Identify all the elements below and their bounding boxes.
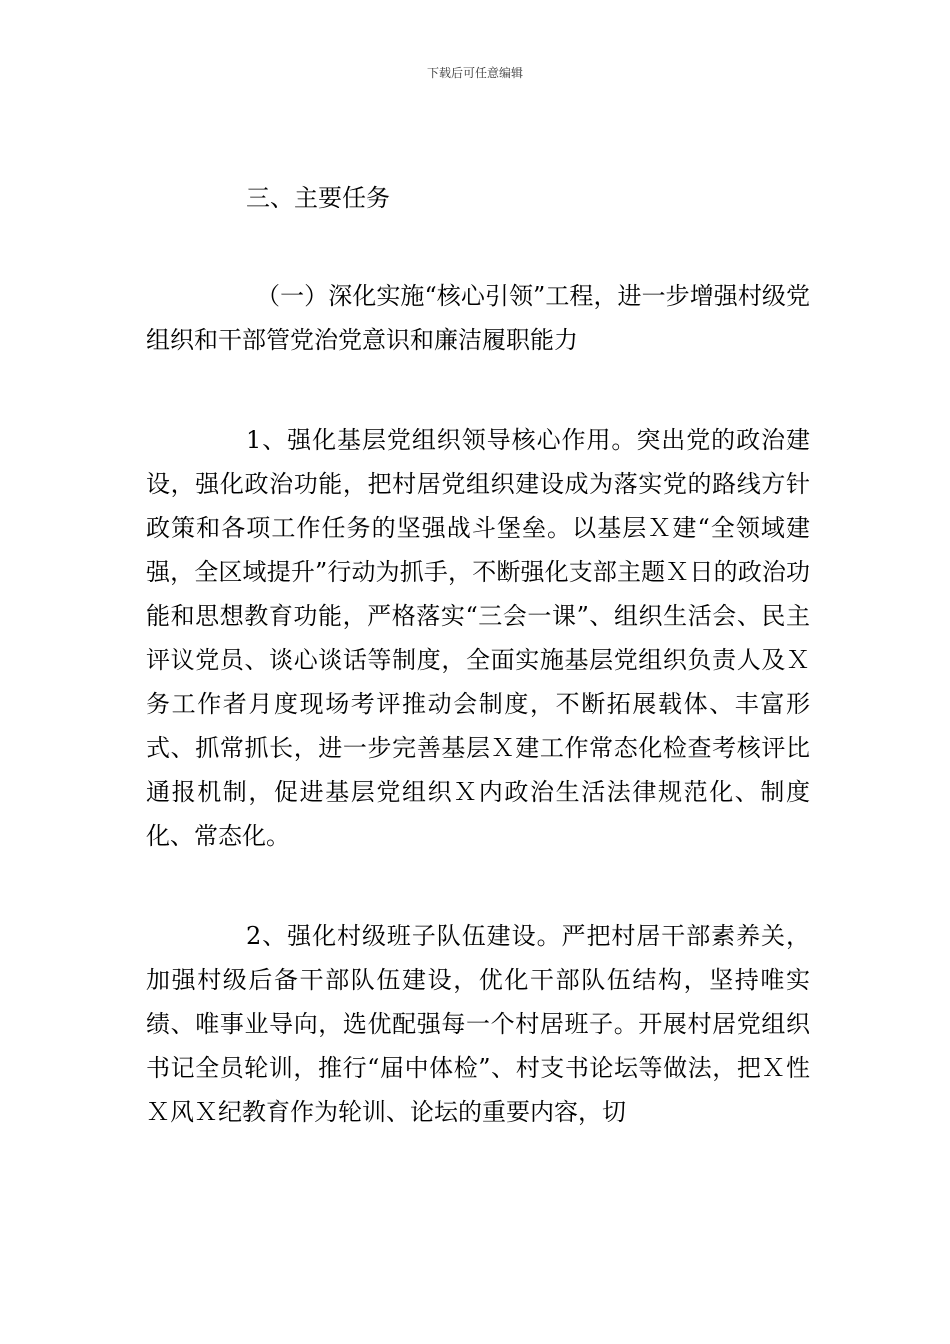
document-body [146, 176, 810, 1190]
paragraph-2: 2、强化村级班子队伍建设。严把村居干部素养关，加强村级后备干部队伍建设，优化干部队伍结构，坚持唯实绩、唯事业导向，选优配强每一个村居班子。开展村居党组织书记全员轮训，推行“届中体检”、村支书论坛等做法，把Ｘ性Ｘ风Ｘ纪教育作为轮训、论坛的重要内容，切 [146, 922, 810, 1126]
page-header [0, 64, 950, 82]
section-title: 三、主要任务 [246, 184, 390, 212]
subsection-title: （一）深化实施“核心引领”工程，进一步增强村级党组织和干部管党治党意识和廉洁履职能力 [146, 282, 810, 354]
header-text: 下载后可任意编辑 [426, 66, 523, 80]
paragraph-1: 1、强化基层党组织领导核心作用。突出党的政治建设，强化政治功能，把村居党组织建设成为落实党的路线方针政策和各项工作任务的坚强战斗堡垒。以基层Ｘ建“全领域建强，全区域提升”行动为抓手，不断强化支部主题Ｘ日的政治功能和思想教育功能，严格落实“三会一课”、组织生活会、民主评议党员、谈心谈话等制度，全面实施基层党组织负责人及Ｘ务工作者月度现场考评推动会制度，不断拓展载体、丰富形式、抓常抓长，进一步完善基层Ｘ建工作常态化检查考核评比通报机制，促进基层党组织Ｘ内政治生活法律规范化、制度化、常态化。 [146, 426, 810, 850]
